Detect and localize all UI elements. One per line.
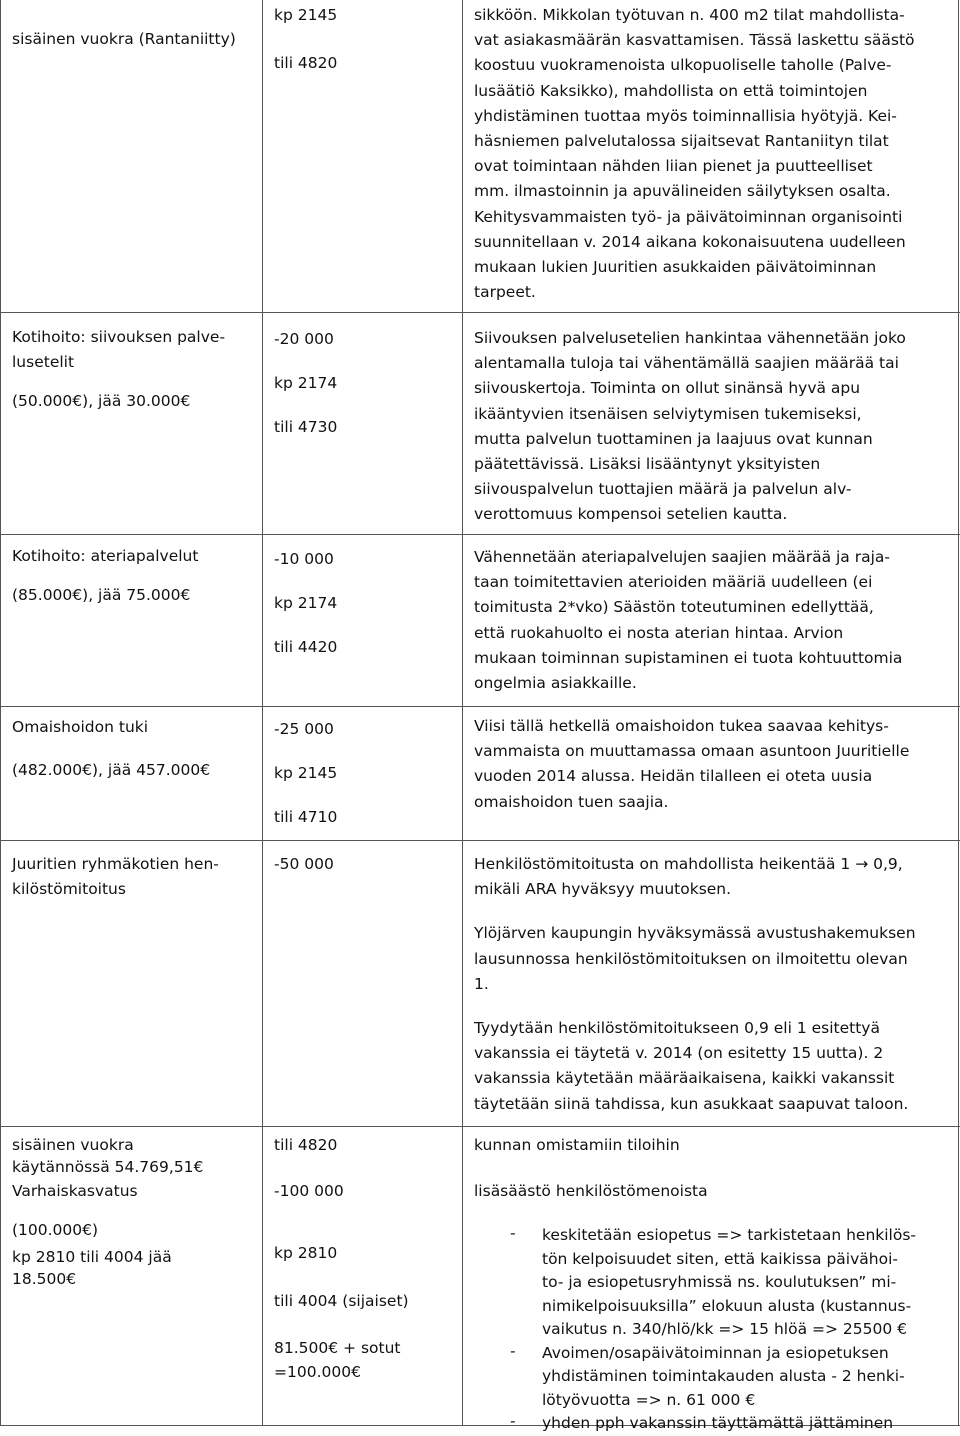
row6-account <box>274 1134 464 1156</box>
text-line: koostuu vuokramenoista ulkopuoliselle taholle (Palve- <box>474 56 892 75</box>
cost-center: kp 2810 <box>274 1244 338 1262</box>
item-label: sisäinen vuokra (Rantaniitty) <box>12 30 236 48</box>
text-line: Tyydytään henkilöstömitoitukseen 0,9 eli 1 esitettyä <box>474 1018 880 1037</box>
cost-center: kp 2145 <box>274 6 338 24</box>
total-line: 81.500€ + sotut <box>274 1339 401 1357</box>
bullet-line: tön kelpoisuudet siten, että kaikissa päivähoi- <box>542 1249 898 1268</box>
bullet-line: yhden pph vakanssin täyttämättä jättäminen <box>542 1414 894 1432</box>
budget-note: (482.000€), jää 457.000€ <box>12 761 211 780</box>
row4-description <box>474 714 944 815</box>
table-border-right <box>958 0 959 1426</box>
amount: -50 000 <box>274 855 334 873</box>
bullet-item <box>480 1412 940 1436</box>
column-divider-1 <box>262 0 263 1426</box>
account: tili 4710 <box>274 808 338 827</box>
bullet-dash: - <box>510 1412 516 1430</box>
bullet-item <box>480 1342 940 1413</box>
text-line: Henkilöstömitoitusta on mahdollista heikentää 1 → 0,9, <box>474 855 903 873</box>
text-line: suunnitellaan v. 2014 aikana kokonaisuutena uudelleen <box>474 232 906 251</box>
text-line: Siivouksen palvelusetelien hankintaa vähennetään joko <box>474 329 906 347</box>
text-line: Viisi tällä hetkellä omaishoidon tukea saavaa kehitys- <box>474 717 889 735</box>
row3-description <box>474 545 944 696</box>
item-label: Kotihoito: ateriapalvelut <box>12 547 199 565</box>
row2-account <box>274 327 464 441</box>
text-line: verottomuus kompensoi setelien kautta. <box>474 505 788 524</box>
row7-item <box>12 1180 254 1290</box>
text-line: sikköön. Mikkolan työtuvan n. 400 m2 tilat mahdollista- <box>474 6 905 24</box>
row4-account <box>274 717 464 831</box>
bullet-dash: - <box>510 1224 516 1242</box>
text-line: mikäli ARA hyväksyy muutoksen. <box>474 880 732 899</box>
row4-item <box>12 715 254 783</box>
text-line: täytetään siinä tahdissa, kun asukkaat saapuvat taloon. <box>474 1094 909 1113</box>
row-divider <box>0 312 960 313</box>
cost-center: kp 2174 <box>274 594 338 613</box>
text-line: siivouskertoja. Toiminta on ollut sinänsä hyvä apu <box>474 379 861 398</box>
account: tili 4004 (sijaiset) <box>274 1292 409 1310</box>
row2-description <box>474 326 944 528</box>
text-line: päätettävissä. Lisäksi lisääntynyt yksityisten <box>474 454 821 473</box>
text-line: tarpeet. <box>474 283 536 302</box>
row-divider <box>0 534 960 535</box>
text-line: taan toimitettavien aterioiden määriä uudelleen (ei <box>474 573 873 592</box>
bullet-line: nimikelpoisuuksilla” elokuun alusta (kustannus- <box>542 1296 912 1315</box>
text-line: lisäsäästö henkilöstömenoista <box>474 1182 708 1200</box>
text-line: että ruokahuolto ei nosta aterian hintaa. Arvion <box>474 623 844 642</box>
item-label: Kotihoito: siivouksen palve- <box>12 328 226 346</box>
text-line: ovat toimintaan nähden liian pienet ja puutteelliset <box>474 157 873 176</box>
text-line: omaishoidon tuen saajia. <box>474 792 669 811</box>
account-note: 18.500€ <box>12 1270 77 1288</box>
text-line: mm. ilmastoinnin ja apuvälineiden säilytyksen osalta. <box>474 182 891 201</box>
account: tili 4730 <box>274 418 338 437</box>
amount: -10 000 <box>274 550 334 568</box>
account: tili 4820 <box>274 54 338 73</box>
row1-account <box>274 3 464 76</box>
row7-bullet-list <box>480 1224 940 1436</box>
text-line: häsniemen palvelutalossa sijaitsevat Rantaniityn tilat <box>474 131 889 150</box>
item-label: Varhaiskasvatus <box>12 1182 138 1200</box>
text-line: vakanssia käytetään määräaikaisena, kaikki vakanssit <box>474 1069 895 1088</box>
text-line: mukaan toiminnan supistaminen ei tuota kohtuuttomia <box>474 648 903 667</box>
text-line: lausunnossa henkilöstömitoituksen on ilmoitettu olevan <box>474 949 908 968</box>
row3-item <box>12 544 254 608</box>
text-line: toimitusta 2*vko) Säästön toteutuminen edellyttää, <box>474 598 874 617</box>
text-line: vakanssia ei täytetä v. 2014 (on esitetty 15 uutta). 2 <box>474 1044 884 1063</box>
text-line: vuoden 2014 alussa. Heidän tilalleen ei oteta uusia <box>474 767 873 786</box>
budget-note: (100.000€) <box>12 1221 99 1239</box>
row5-item <box>12 852 254 902</box>
account-note: kp 2810 tili 4004 jää <box>12 1248 172 1266</box>
text-line: ongelmia asiakkaille. <box>474 673 637 692</box>
text-line: alentamalla tuloja tai vähentämällä saajien määrää tai <box>474 354 899 373</box>
row6-item <box>12 1134 254 1178</box>
bullet-line: yhdistäminen toimintakauden alusta - 2 henki- <box>542 1367 905 1385</box>
row1-item <box>12 27 254 52</box>
bullet-item <box>480 1224 940 1342</box>
item-label: sisäinen vuokra <box>12 1136 134 1154</box>
item-label: Omaishoidon tuki <box>12 718 149 736</box>
amount: -100 000 <box>274 1182 344 1200</box>
budget-note: (85.000€), jää 75.000€ <box>12 586 191 605</box>
row5-description <box>474 852 944 1117</box>
text-line: mutta palvelun tuottaminen ja laajuus ovat kunnan <box>474 429 873 448</box>
bullet-line: lötyövuotta => n. 61 000 € <box>542 1390 756 1409</box>
amount: -25 000 <box>274 720 334 738</box>
text-line: lusäätiö Kaksikko), mahdollista on että toimintojen <box>474 81 868 100</box>
cost-center: kp 2174 <box>274 374 338 393</box>
bullet-line: keskitetään esiopetus => tarkistetaan henkilös- <box>542 1226 917 1244</box>
bullet-line: vaikutus n. 340/hlö/kk => 15 hlöä => 25500 € <box>542 1320 907 1338</box>
item-label: käytännössä 54.769,51€ <box>12 1158 204 1176</box>
item-label: kilöstömitoitus <box>12 880 126 899</box>
row2-item <box>12 325 254 415</box>
text-line: Kehitysvammaisten työ- ja päivätoiminnan organisointi <box>474 207 903 226</box>
row5-account <box>274 852 464 877</box>
item-label: lusetelit <box>12 353 75 372</box>
cost-center: kp 2145 <box>274 764 338 783</box>
text-line: Vähennetään ateriapalvelujen saajien määrää ja raja- <box>474 548 890 566</box>
row6-description <box>474 1134 944 1156</box>
row7-description <box>474 1180 944 1202</box>
item-label: Juuritien ryhmäkotien hen- <box>12 855 219 873</box>
table-border-left <box>0 0 1 1426</box>
bullet-line: Avoimen/osapäivätoiminnan ja esiopetuksen <box>542 1343 889 1362</box>
text-line: 1. <box>474 974 489 993</box>
text-line: mukaan lukien Juuritien asukkaiden päivätoiminnan <box>474 257 877 276</box>
bullet-dash: - <box>510 1341 516 1360</box>
text-line: ikääntyvien itsenäisen selviytymisen tukemiseksi, <box>474 404 862 423</box>
text-line: kunnan omistamiin tiloihin <box>474 1136 680 1154</box>
bullet-line: to- ja esiopetusryhmissä ns. koulutuksen” mi- <box>542 1273 897 1291</box>
account: tili 4820 <box>274 1136 338 1154</box>
row3-account <box>274 547 464 661</box>
budget-note: (50.000€), jää 30.000€ <box>12 392 191 411</box>
row-divider <box>0 840 960 841</box>
text-line: siivouspalvelun tuottajien määrä ja palvelun alv- <box>474 480 852 499</box>
row-divider <box>0 706 960 707</box>
text-line: Ylöjärven kaupungin hyväksymässä avustushakemuksen <box>474 924 916 943</box>
text-line: vammaista on muuttamassa omaan asuntoon Juuritielle <box>474 742 910 761</box>
row1-description <box>474 3 944 305</box>
text-line: yhdistäminen tuottaa myös toiminnallisia hyötyjä. Kei- <box>474 106 897 125</box>
text-line: vat asiakasmäärän kasvattamisen. Tässä laskettu säästö <box>474 31 915 50</box>
amount: -20 000 <box>274 330 334 348</box>
row7-account <box>274 1180 464 1384</box>
row-divider <box>0 1126 960 1127</box>
total-line: =100.000€ <box>274 1363 361 1381</box>
account: tili 4420 <box>274 638 338 657</box>
